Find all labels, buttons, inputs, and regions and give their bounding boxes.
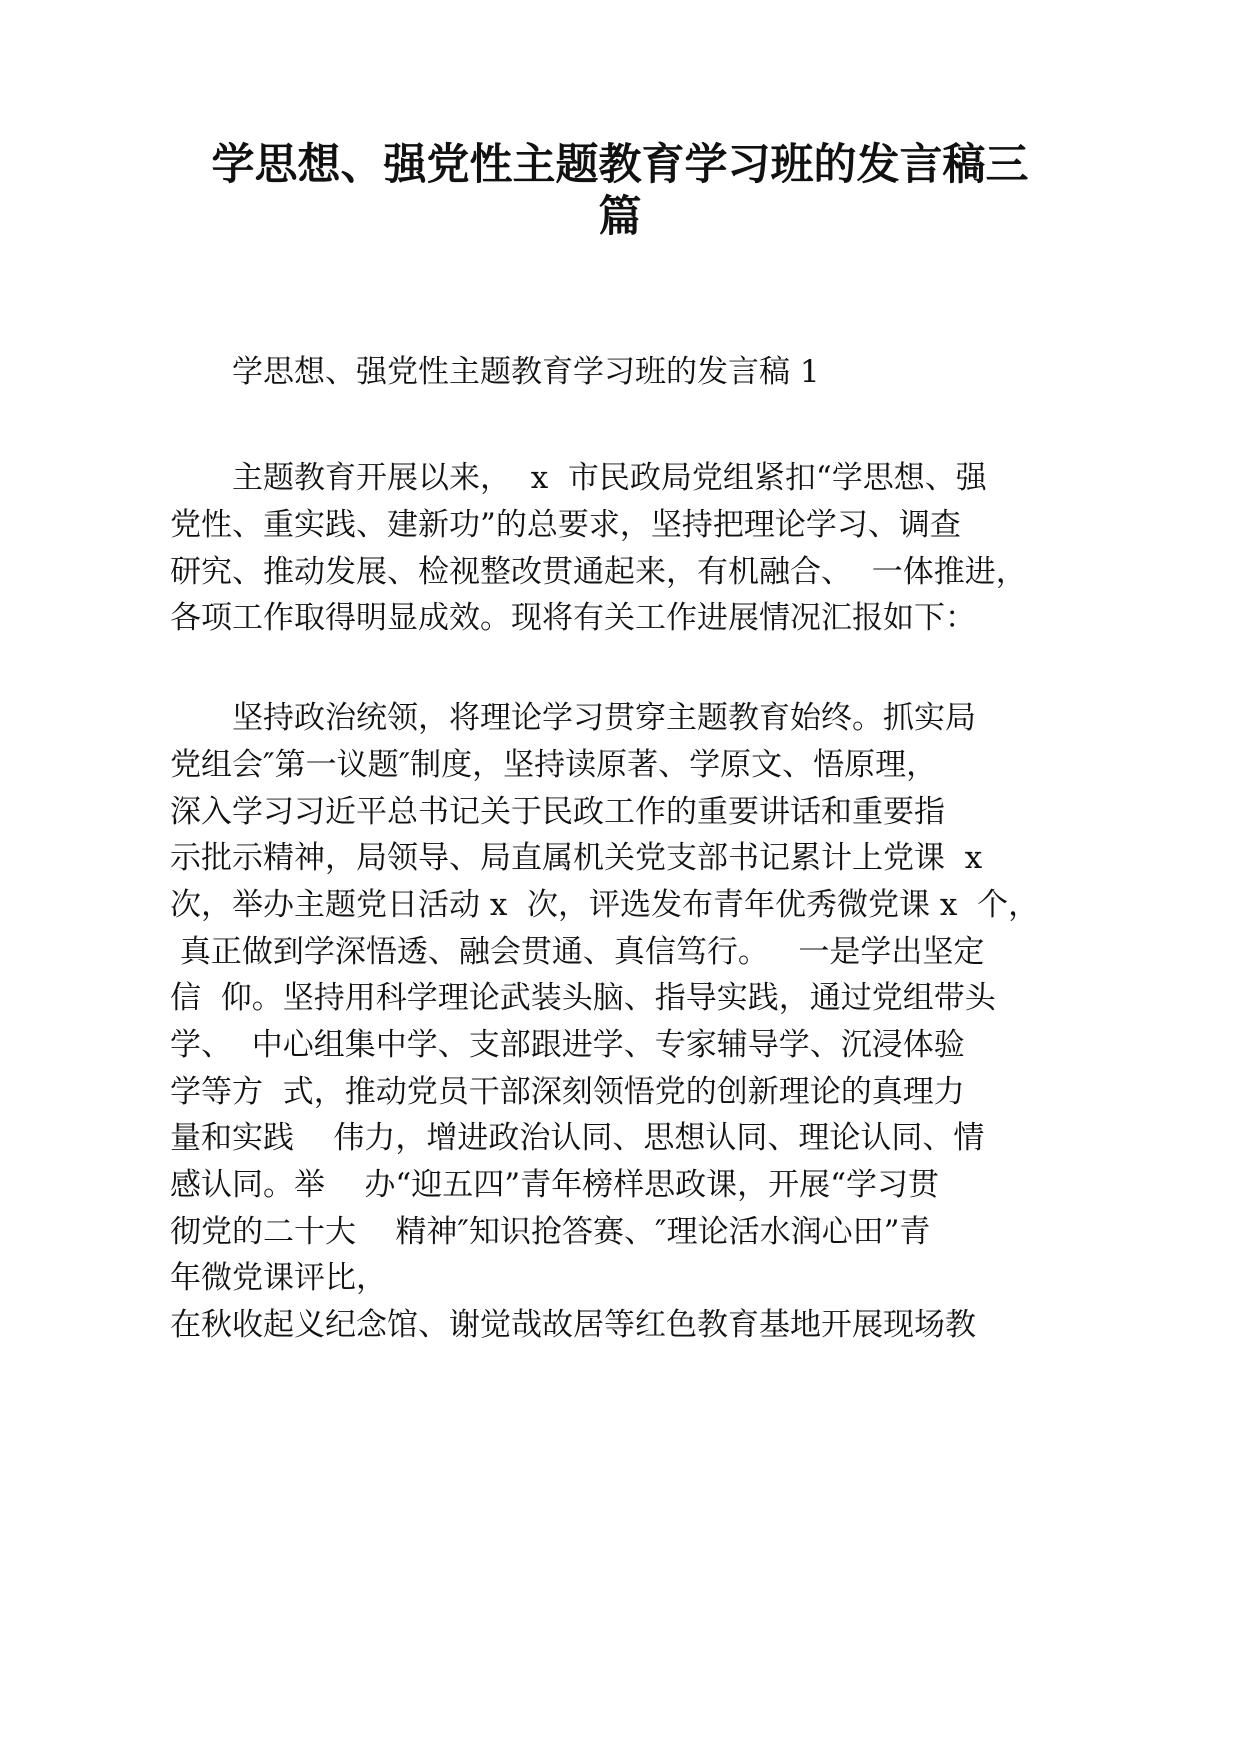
paragraph-line: 学等方 式，推动党员干部深刻领悟党的创新理论的真理力 [170,1074,965,1110]
paragraph-line: 主题教育开展以来， x 市民政局党组紧扣“学思想、强 [232,460,987,496]
paragraph-line: 坚持政治统领，将理论学习贯穿主题教育始终。抓实局 [232,700,976,736]
paragraph-line: 次，举办主题党日活动 x 次，评选发布青年优秀微党课 x 个， [170,887,1040,923]
paragraph-line: 量和实践 伟力，增进政治认同、思想认同、理论认同、情 [170,1120,985,1156]
paragraph-line: 学、 中心组集中学、支部跟进学、专家辅导学、沉浸体验 [170,1027,965,1063]
paragraph-line: 示批示精神，局领导、局直属机关党支部书记累计上党课 x [170,840,983,876]
paragraph-line: 各项工作取得明显成效。现将有关工作进展情况汇报如下： [170,600,976,636]
paragraph-line: 彻党的二十大 精神″知识抢答赛、″理论活水润心田”青 [170,1214,931,1250]
paragraph-line: 真正做到学深悟透、融会贯通、真信笃行。 一是学出坚定 [170,934,985,970]
section-subtitle: 学思想、强党性主题教育学习班的发言稿 1 [232,354,820,390]
paragraph-line: 研究、推动发展、检视整改贯通起来，有机融合、 一体推进， [170,554,1027,590]
paragraph-line: 信 仰。坚持用科学理论武装头脑、指导实践，通过党组带头 [170,980,996,1016]
paragraph-line: 深入学习习近平总书记关于民政工作的重要讲话和重要指 [170,794,945,830]
document-title-line-2: 篇 [598,192,642,242]
paragraph-line: 年微党课评比， [170,1260,387,1296]
paragraph-line: 党组会″第一议题″制度，坚持读原著、学原文、悟原理， [170,747,938,783]
paragraph-line: 党性、重实践、建新功”的总要求，坚持把理论学习、调查 [170,507,961,543]
paragraph-line: 在秋收起义纪念馆、谢觉哉故居等红色教育基地开展现场教 [170,1307,976,1343]
document-title-line-1: 学思想、强党性主题教育学习班的发言稿三 [211,140,1029,190]
paragraph-line: 感认同。举 办“迎五四”青年榜样思政课，开展“学习贯 [170,1167,939,1203]
